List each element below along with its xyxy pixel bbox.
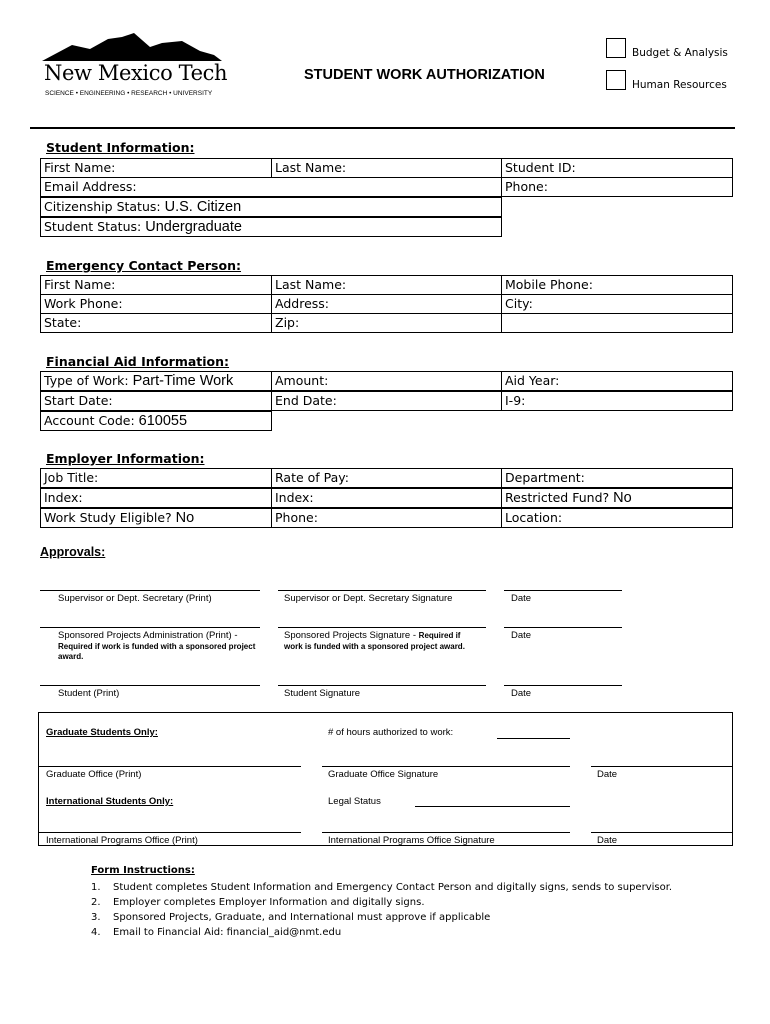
work-study-label: Work Study Eligible?	[44, 510, 172, 525]
human-resources-checkbox[interactable]	[606, 70, 626, 90]
date-line-2[interactable]	[504, 627, 622, 628]
date-label-3: Date	[511, 688, 532, 699]
student-first-name-field[interactable]	[40, 158, 272, 178]
logo-name: New Mexico Tech	[44, 61, 228, 85]
student-signature-label: Student Signature	[284, 688, 361, 699]
supervisor-print-label: Supervisor or Dept. Secretary (Print)	[58, 593, 212, 604]
citizenship-status-field[interactable]	[40, 197, 502, 217]
sponsored-signature-note: work is funded with a sponsored project award.	[284, 642, 465, 651]
mountain-logo-icon	[42, 33, 222, 63]
work-study-field[interactable]	[40, 508, 272, 528]
department-label: Department:	[505, 470, 585, 485]
budget-analysis-checkbox[interactable]	[606, 38, 626, 58]
job-title-label: Job Title:	[44, 470, 99, 485]
intl-print-label: International Programs Office (Print)	[46, 835, 198, 846]
work-phone-label: Work Phone:	[44, 296, 123, 311]
last-name-label: Last Name:	[275, 160, 347, 175]
date-line-3[interactable]	[504, 685, 622, 686]
sponsored-signature-label: Sponsored Projects Signature - Required if	[284, 630, 461, 641]
international-students-title: International Students Only:	[46, 796, 174, 807]
end-date-field[interactable]	[271, 391, 502, 411]
job-title-field[interactable]	[40, 468, 272, 488]
email-label: Email Address:	[44, 179, 137, 194]
instruction-item: 3. Sponsored Projects, Graduate, and International must approve if applicable	[91, 912, 491, 923]
grad-office-print-line[interactable]	[39, 766, 301, 767]
type-of-work-label: Type of Work:	[44, 373, 129, 388]
intl-signature-line[interactable]	[322, 832, 570, 833]
emergency-zip-field[interactable]	[271, 313, 502, 333]
type-of-work-field[interactable]	[40, 371, 272, 391]
date-label-1: Date	[511, 593, 532, 604]
citizenship-value: U.S. Citizen	[164, 199, 242, 215]
first-name-label: First Name:	[44, 277, 116, 292]
hours-authorized-label: # of hours authorized to work:	[328, 727, 454, 738]
intl-date-line[interactable]	[591, 832, 733, 833]
student-print-label: Student (Print)	[58, 688, 120, 699]
employer-phone-field[interactable]	[271, 508, 502, 528]
student-id-field[interactable]	[501, 158, 733, 178]
student-print-line[interactable]	[40, 685, 260, 686]
index-field-2[interactable]	[271, 488, 502, 508]
instruction-item: 1. Student completes Student Information and Emergency Contact Person and digitally signs, sends to supervisor.	[91, 882, 673, 893]
end-date-label: End Date:	[275, 393, 337, 408]
sponsored-print-label: Sponsored Projects Administration (Print) -	[58, 630, 238, 641]
city-label: City:	[505, 296, 533, 311]
index-field-1[interactable]	[40, 488, 272, 508]
form-title: STUDENT WORK AUTHORIZATION	[304, 67, 545, 83]
student-status-field[interactable]	[40, 217, 502, 237]
amount-label: Amount:	[275, 373, 329, 388]
state-label: State:	[44, 315, 82, 330]
approvals-title: Approvals:	[40, 545, 106, 559]
first-name-label: First Name:	[44, 160, 116, 175]
financial-aid-title: Financial Aid Information:	[46, 354, 230, 369]
emergency-last-name-field[interactable]	[271, 275, 502, 295]
location-label: Location:	[505, 510, 563, 525]
account-code-field[interactable]	[40, 411, 272, 431]
legal-status-line[interactable]	[415, 806, 570, 807]
grad-office-print-label: Graduate Office (Print)	[46, 769, 142, 780]
emergency-mobile-phone-field[interactable]	[501, 275, 733, 295]
emergency-work-phone-field[interactable]	[40, 294, 272, 314]
account-code-value: 610055	[138, 413, 188, 429]
emergency-first-name-field[interactable]	[40, 275, 272, 295]
restricted-fund-label: Restricted Fund?	[505, 490, 610, 505]
intl-print-line[interactable]	[39, 832, 301, 833]
last-name-label: Last Name:	[275, 277, 347, 292]
restricted-fund-value: No	[613, 490, 632, 506]
logo-tagline: SCIENCE • ENGINEERING • RESEARCH • UNIVERSITY	[45, 90, 213, 97]
grad-date-line[interactable]	[591, 766, 733, 767]
legal-status-label: Legal Status	[328, 796, 381, 807]
grad-office-signature-label: Graduate Office Signature	[328, 769, 439, 780]
type-of-work-value: Part-Time Work	[132, 373, 234, 389]
intl-signature-label: International Programs Office Signature	[328, 835, 495, 846]
emergency-city-field[interactable]	[501, 294, 733, 314]
budget-analysis-label: Budget & Analysis	[632, 47, 728, 59]
student-last-name-field[interactable]	[271, 158, 502, 178]
student-status-value: Undergraduate	[145, 219, 242, 235]
supervisor-signature-line[interactable]	[278, 590, 486, 591]
form-instructions-title: Form Instructions:	[91, 865, 195, 876]
mobile-phone-label: Mobile Phone:	[505, 277, 593, 292]
graduate-international-box	[38, 712, 733, 846]
sponsored-signature-line[interactable]	[278, 627, 486, 628]
sponsored-print-line[interactable]	[40, 627, 260, 628]
graduate-students-title: Graduate Students Only:	[46, 727, 158, 738]
index-label: Index:	[275, 490, 314, 505]
hours-authorized-line[interactable]	[497, 738, 570, 739]
start-date-label: Start Date:	[44, 393, 113, 408]
emergency-state-field[interactable]	[40, 313, 272, 333]
instruction-item: 4. Email to Financial Aid: financial_aid@nmt.edu	[91, 927, 342, 938]
intl-date-label: Date	[597, 835, 618, 846]
amount-field[interactable]	[271, 371, 502, 391]
grad-office-signature-line[interactable]	[322, 766, 570, 767]
citizenship-label: Citizenship Status:	[44, 199, 161, 214]
student-phone-field[interactable]	[501, 177, 733, 197]
sponsored-print-note: Required if work is funded with a sponsored project award.	[58, 642, 256, 661]
supervisor-signature-label: Supervisor or Dept. Secretary Signature	[284, 593, 453, 604]
grad-date-label: Date	[597, 769, 618, 780]
emergency-empty-field[interactable]	[501, 313, 733, 333]
account-code-label: Account Code:	[44, 413, 135, 428]
rate-of-pay-field[interactable]	[271, 468, 502, 488]
phone-label: Phone:	[505, 179, 548, 194]
i9-field[interactable]	[501, 391, 733, 411]
location-field[interactable]	[501, 508, 733, 528]
zip-label: Zip:	[275, 315, 300, 330]
student-info-title: Student Information:	[46, 140, 195, 155]
student-status-label: Student Status:	[44, 219, 142, 234]
instruction-item: 2. Employer completes Employer Information and digitally signs.	[91, 897, 425, 908]
address-label: Address:	[275, 296, 329, 311]
student-signature-line[interactable]	[278, 685, 486, 686]
i9-label: I-9:	[505, 393, 526, 408]
work-study-value: No	[175, 510, 195, 526]
rate-of-pay-label: Rate of Pay:	[275, 470, 349, 485]
supervisor-print-line[interactable]	[40, 590, 260, 591]
aid-year-label: Aid Year:	[505, 373, 560, 388]
phone-label: Phone:	[275, 510, 318, 525]
department-field[interactable]	[501, 468, 733, 488]
start-date-field[interactable]	[40, 391, 272, 411]
student-id-label: Student ID:	[505, 160, 576, 175]
nmt-logo	[42, 33, 228, 99]
header-divider	[30, 127, 735, 129]
date-label-2: Date	[511, 630, 532, 641]
restricted-fund-field[interactable]	[501, 488, 733, 508]
aid-year-field[interactable]	[501, 371, 733, 391]
emergency-address-field[interactable]	[271, 294, 502, 314]
form-instructions-list	[91, 880, 672, 940]
employer-info-title: Employer Information:	[46, 451, 205, 466]
date-line-1[interactable]	[504, 590, 622, 591]
human-resources-label: Human Resources	[632, 79, 727, 91]
index-label: Index:	[44, 490, 83, 505]
emergency-contact-title: Emergency Contact Person:	[46, 258, 241, 273]
student-email-field[interactable]	[40, 177, 502, 197]
